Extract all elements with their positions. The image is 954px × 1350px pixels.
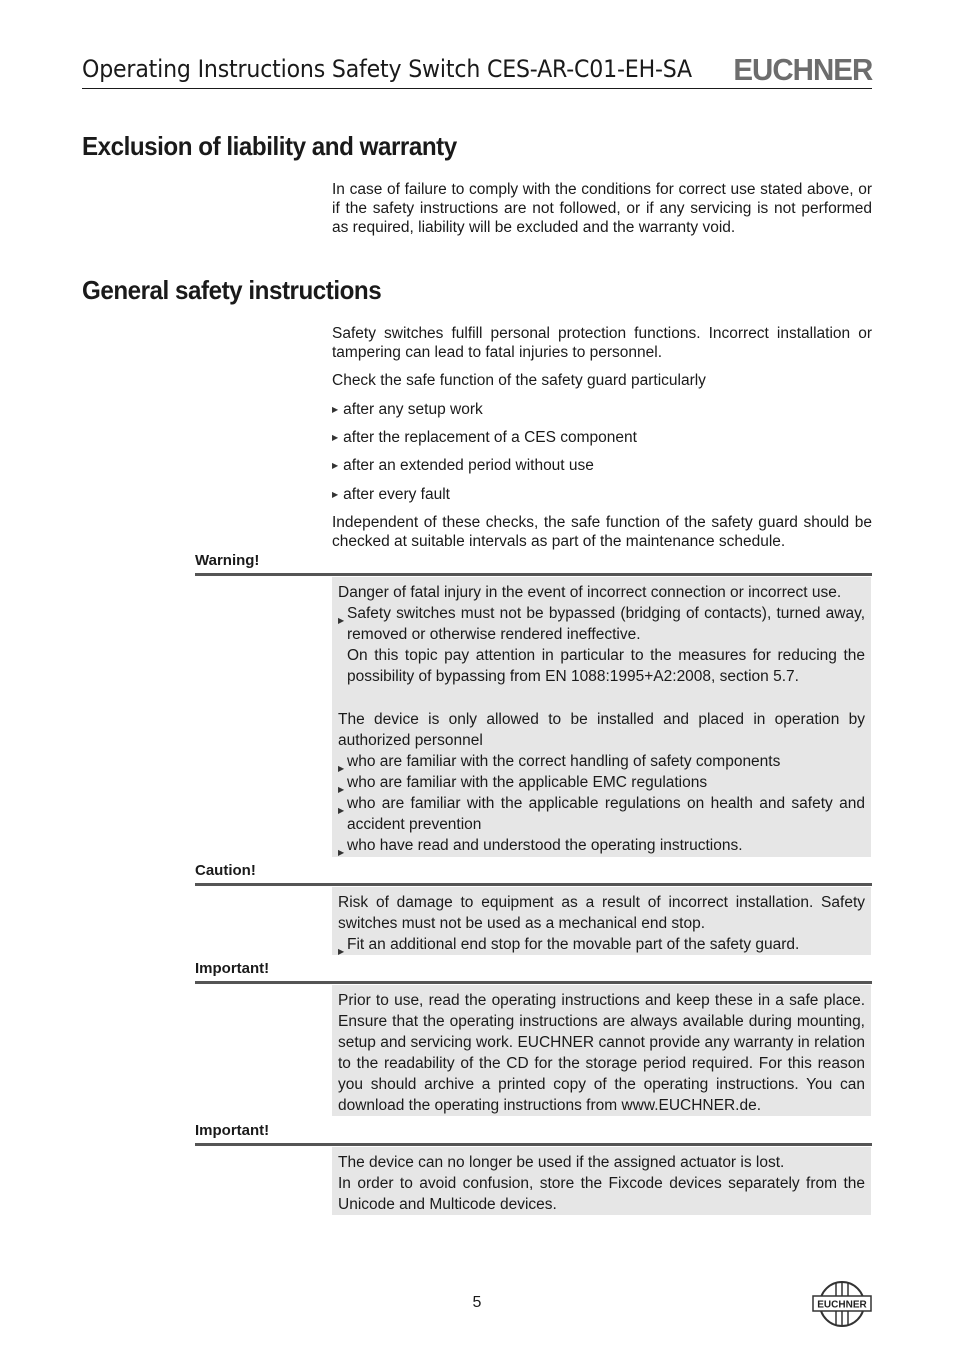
arrow-right-icon: ▶ — [338, 616, 345, 625]
important-rule — [195, 1143, 872, 1146]
important-label: Important! — [195, 1122, 270, 1139]
caution-rule — [195, 883, 872, 886]
warning-line-2: The device is only allowed to be installed and placed in operation by authorized personnel — [338, 711, 865, 749]
important-rule — [195, 981, 872, 984]
spacer — [338, 687, 865, 709]
safety-check: Check the safe function of the safety guard particularly — [332, 372, 706, 389]
arrow-right-icon: ▶ — [332, 490, 339, 499]
important-box — [332, 1147, 871, 1215]
important-box — [332, 985, 871, 1116]
arrow-right-icon: ▶ — [338, 806, 345, 815]
page-number: 5 — [472, 1294, 482, 1311]
list-item: ▶ who are familiar with the applicable regulations on health and safety and accident prevention — [338, 795, 865, 833]
arrow-right-icon: ▶ — [332, 405, 339, 414]
warning-rule — [195, 573, 872, 576]
list-item: ▶ who are familiar with the correct handling of safety components — [338, 751, 865, 772]
important-line-2: In order to avoid confusion, store the Fixcode devices separately from the Unicode and Multicode devices. — [338, 1175, 865, 1213]
warning-bypass-note: On this topic pay attention in particular to the measures for reducing the possibility of bypassing from EN 1088:1995+A2:2008, section 5.7. — [347, 647, 865, 685]
list-item: ▶ after every fault — [332, 486, 450, 503]
arrow-right-icon: ▶ — [338, 764, 345, 773]
important-label: Important! — [195, 960, 270, 977]
caution-line-1: Risk of damage to equipment as a result of incorrect installation. Safety switches must not be used as a mechanical end stop. — [338, 894, 865, 932]
list-item: ▶ after an extended period without use — [332, 457, 594, 474]
important-line-1: The device can no longer be used if the assigned actuator is lost. — [338, 1154, 785, 1171]
list-item: ▶ who are familiar with the applicable EMC regulations — [338, 772, 865, 793]
list-item: ▶ after the replacement of a CES component — [332, 429, 637, 446]
header-rule — [82, 88, 872, 89]
liability-body: In case of failure to comply with the conditions for correct use stated above, or if the safety instructions are not followed, or if any servicing is not performed as required, liability will be excluded and the warranty void. — [332, 181, 872, 236]
caution-box — [332, 887, 871, 955]
arrow-right-icon: ▶ — [332, 461, 339, 470]
header-title: Operating Instructions Safety Switch CES-AR-C01-EH-SA — [82, 55, 692, 83]
arrow-right-icon: ▶ — [338, 785, 345, 794]
list-item: ▶ after any setup work — [332, 401, 483, 418]
list-item: ▶ who have read and understood the operating instructions. — [338, 835, 865, 856]
list-item: ▶ Safety switches must not be bypassed (bridging of contacts), turned away, removed or otherwise rendered ineffective. — [338, 605, 865, 643]
safety-outro: Independent of these checks, the safe function of the safety guard should be checked at suitable intervals as part of the maintenance schedule. — [332, 514, 872, 550]
caution-label: Caution! — [195, 862, 256, 879]
arrow-right-icon: ▶ — [338, 947, 345, 956]
seal-text: EUCHNER — [817, 1299, 867, 1311]
important-text: Prior to use, read the operating instructions and keep these in a safe place. Ensure that the operating instructions are always available during mounting, setup and servicing work. EUCHNER cannot provide any warranty in relation to the readability of the CD for the storage period required. For this reason you should archive a printed copy of the operating instructions. You can download the operating instructions from www.EUCHNER.de. — [338, 992, 865, 1114]
arrow-right-icon: ▶ — [332, 433, 339, 442]
warning-line-1: Danger of fatal injury in the event of incorrect connection or incorrect use. — [338, 584, 842, 601]
warning-box — [332, 577, 871, 857]
safety-heading: General safety instructions — [82, 275, 382, 305]
list-item: ▶ Fit an additional end stop for the movable part of the safety guard. — [338, 934, 865, 955]
euchner-logo: EUCHNER — [733, 52, 872, 87]
warning-label: Warning! — [195, 552, 260, 569]
arrow-right-icon: ▶ — [338, 848, 345, 857]
euchner-seal-logo — [812, 1280, 872, 1328]
safety-intro: Safety switches fulfill personal protection functions. Incorrect installation or tampering can lead to fatal injuries to personnel. — [332, 325, 872, 361]
liability-heading: Exclusion of liability and warranty — [82, 131, 457, 161]
